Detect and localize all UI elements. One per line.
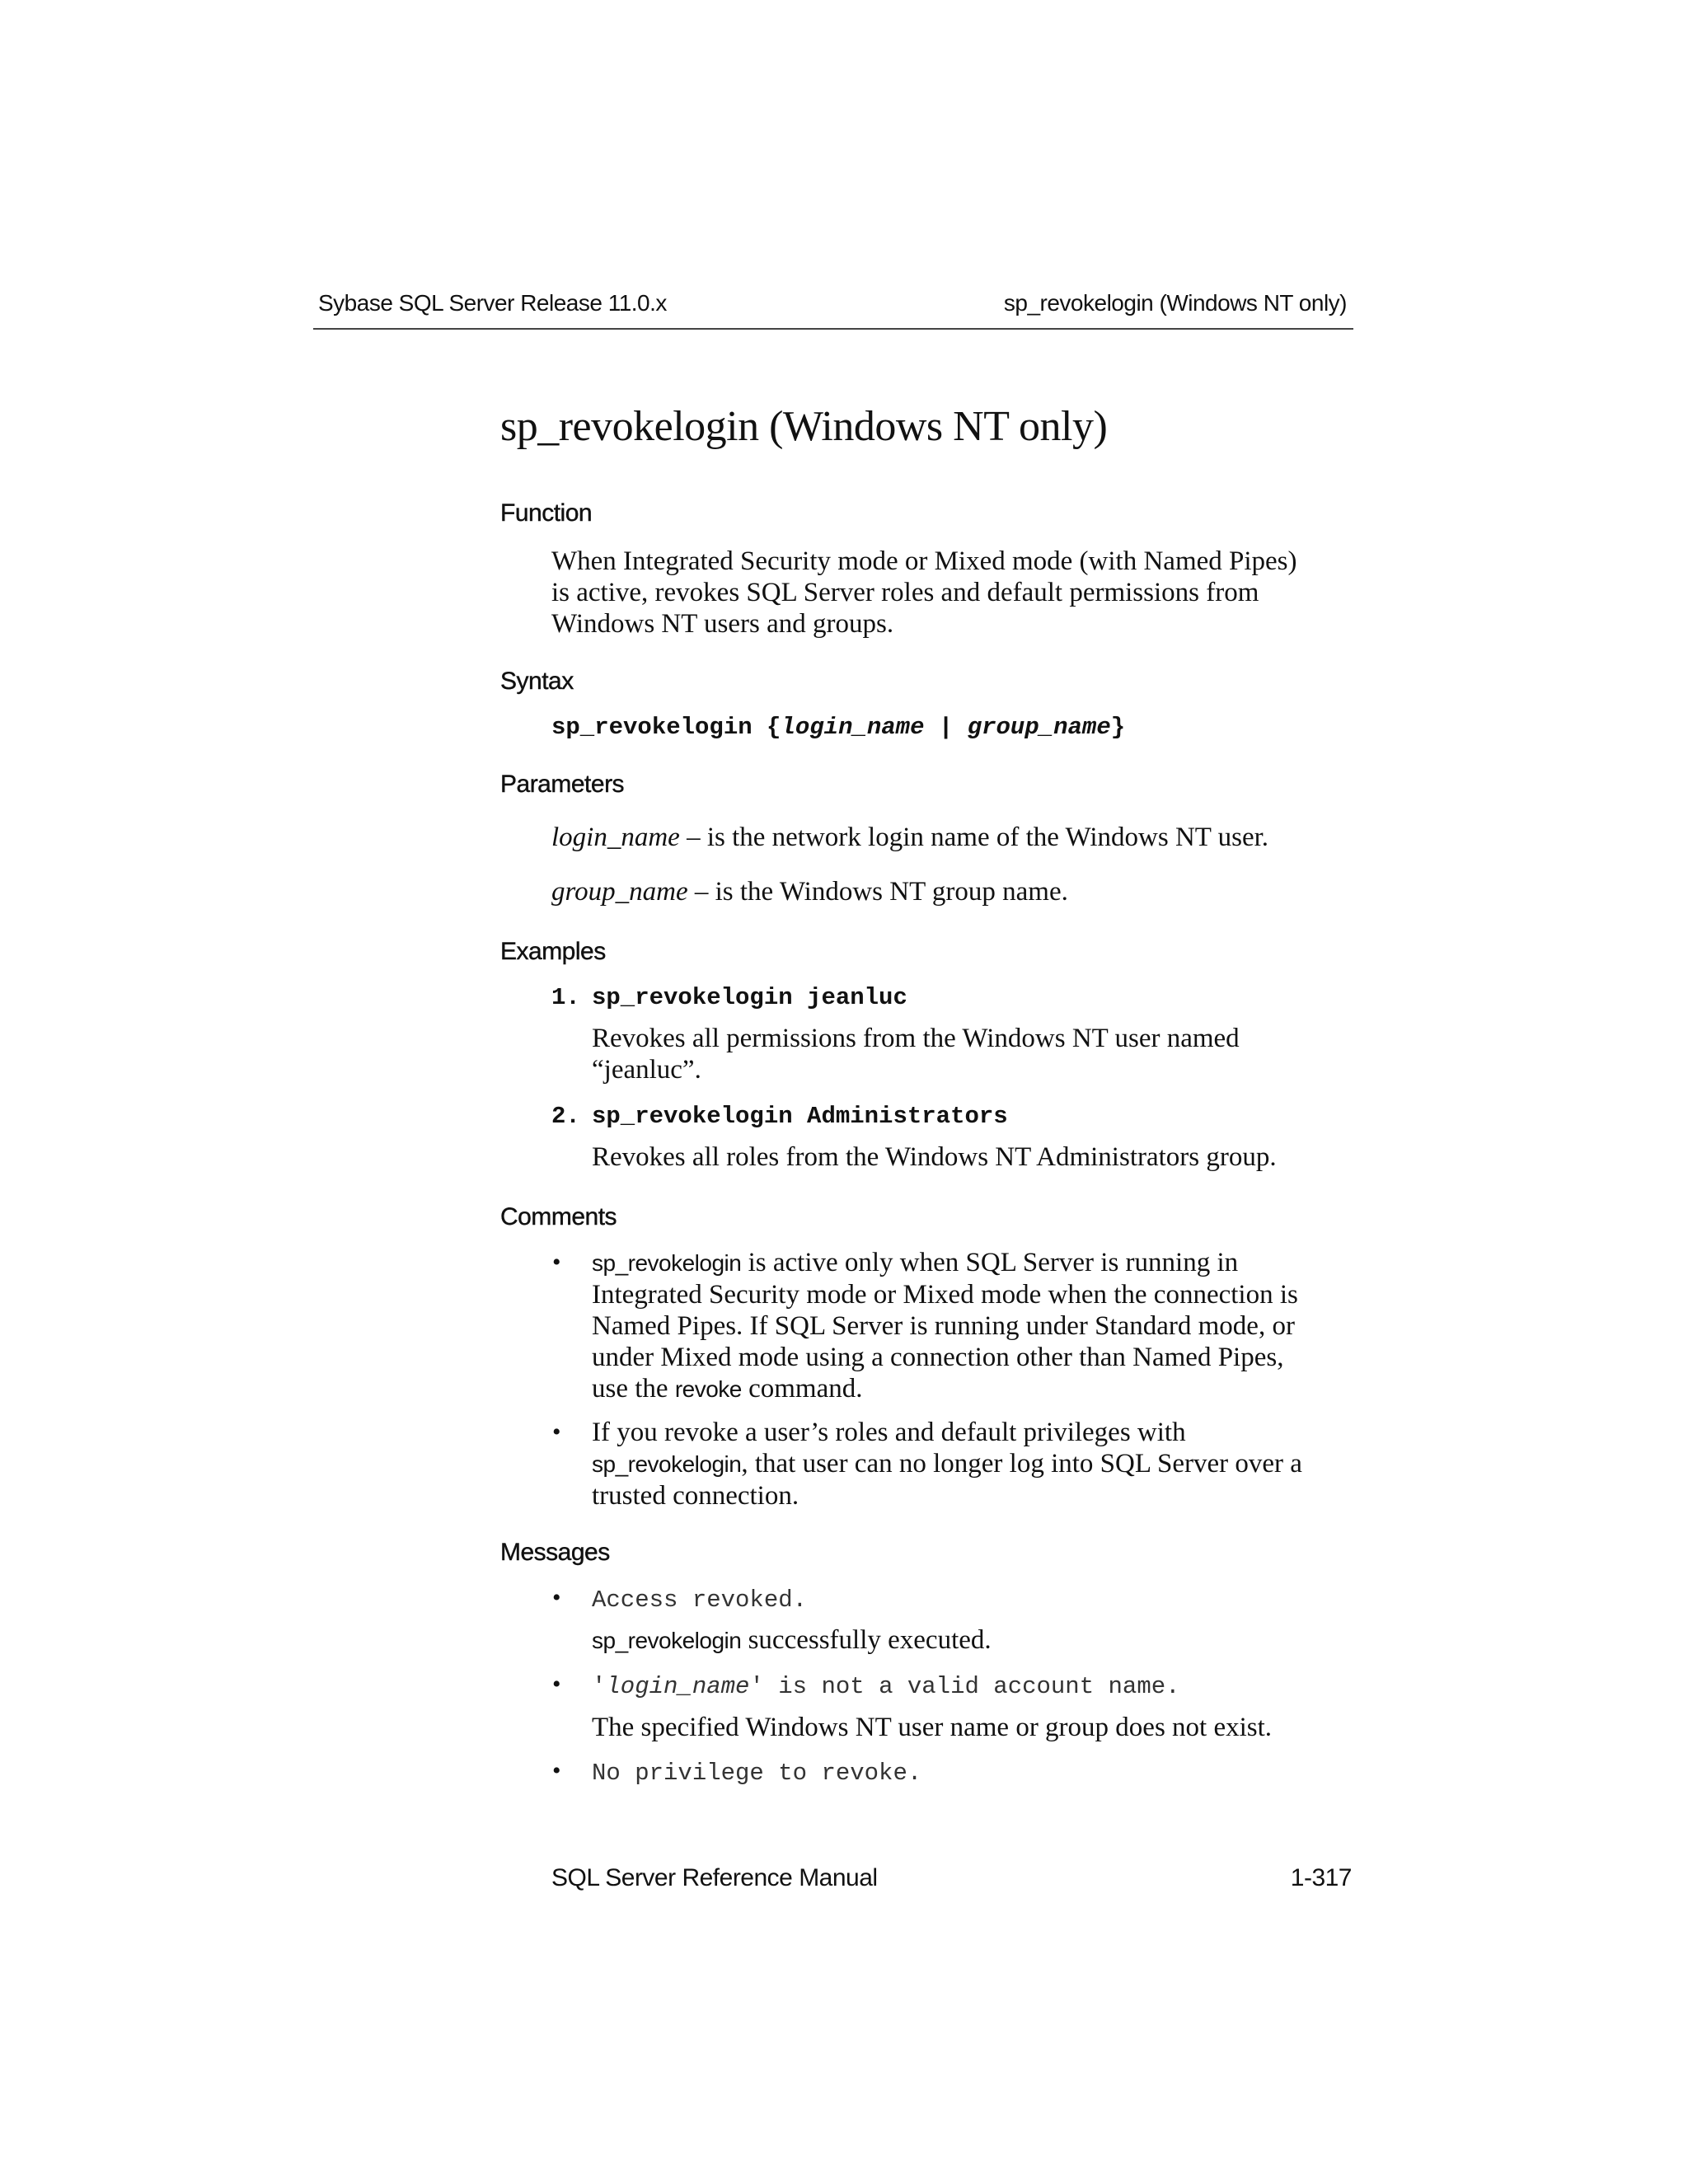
section-heading-examples: Examples [500,938,606,965]
page-title: sp_revokelogin (Windows NT only) [500,403,1108,450]
message-param-login-name: login_name [606,1673,750,1700]
message-description: The specified Windows NT user name or group does not exist. [592,1713,1273,1742]
syntax-param-group-name: group_name [967,714,1111,741]
function-line: When Integrated Security mode or Mixed mode (with Named Pipes) [551,546,1297,576]
comment-line: trusted connection. [592,1481,799,1511]
section-heading-syntax: Syntax [500,668,574,695]
header-section-title: sp_revokelogin (Windows NT only) [1003,290,1347,316]
comment-line: Integrated Security mode or Mixed mode when the connection is [592,1280,1298,1310]
comment-line: use the revoke command. [592,1374,863,1404]
example-number: 2. [551,1103,580,1130]
example-code: sp_revokelogin Administrators [592,1103,1008,1130]
bullet-icon: • [552,1757,561,1784]
parameter-description: – is the Windows NT group name. [687,877,1068,907]
comment-line: sp_revokelogin, that user can no longer log into SQL Server over a [592,1449,1302,1479]
function-line: Windows NT users and groups. [551,609,894,639]
inline-procedure-name: sp_revokelogin [592,1451,742,1477]
comment-line: sp_revokelogin is active only when SQL Server is running in [592,1248,1239,1277]
bullet-icon: • [552,1418,561,1446]
example-number: 1. [551,984,580,1011]
bullet-icon: • [552,1249,561,1276]
bullet-icon: • [552,1584,561,1611]
section-heading-parameters: Parameters [500,771,625,798]
comment-item [592,1417,1302,1511]
parameter-name: group_name [551,877,688,907]
function-description [551,546,1297,640]
running-footer [551,1864,1353,1897]
parameter-login-name [551,822,1268,853]
syntax-param-login-name: login_name [781,714,925,741]
inline-command-name: revoke [674,1376,742,1402]
parameter-group-name [551,876,1068,907]
parameter-description: – is the network login name of the Windows NT user. [679,823,1269,852]
syntax-close-brace: } [1110,714,1126,741]
example-description [592,1023,1240,1085]
section-heading-messages: Messages [500,1539,610,1566]
function-line: is active, revokes SQL Server roles and default permissions from [551,578,1259,607]
message-code: Access revoked. [592,1586,808,1614]
comment-line: Named Pipes. If SQL Server is running under Standard mode, or [592,1311,1295,1341]
page-number: 1-317 [1290,1864,1352,1891]
syntax-statement [551,714,1125,741]
example-line: Revokes all permissions from the Windows NT user named [592,1024,1240,1053]
example-code: sp_revokelogin jeanluc [592,984,907,1011]
message-code: 'login_name' is not a valid account name. [592,1673,1180,1700]
section-heading-comments: Comments [500,1203,617,1230]
running-header [313,288,1353,330]
example-line: Revokes all roles from the Windows NT Administrators group. [592,1142,1277,1172]
header-manual-release: Sybase SQL Server Release 11.0.x [318,290,667,316]
example-description [592,1141,1277,1173]
inline-procedure-name: sp_revokelogin [592,1250,742,1276]
message-description: sp_revokelogin successfully executed. [592,1625,992,1655]
syntax-separator: | [924,714,968,741]
comment-item [592,1247,1298,1405]
bullet-icon: • [552,1671,561,1698]
inline-procedure-name: sp_revokelogin [592,1628,742,1653]
parameter-name: login_name [551,823,680,852]
footer-manual-title: SQL Server Reference Manual [551,1864,878,1891]
comment-line: If you revoke a user’s roles and default privileges with [592,1418,1186,1447]
example-line: “jeanluc”. [592,1055,701,1085]
comment-line: under Mixed mode using a connection other than Named Pipes, [592,1343,1284,1372]
syntax-command: sp_revokelogin { [551,714,781,741]
section-heading-function: Function [500,499,593,527]
message-code: No privilege to revoke. [592,1760,922,1787]
